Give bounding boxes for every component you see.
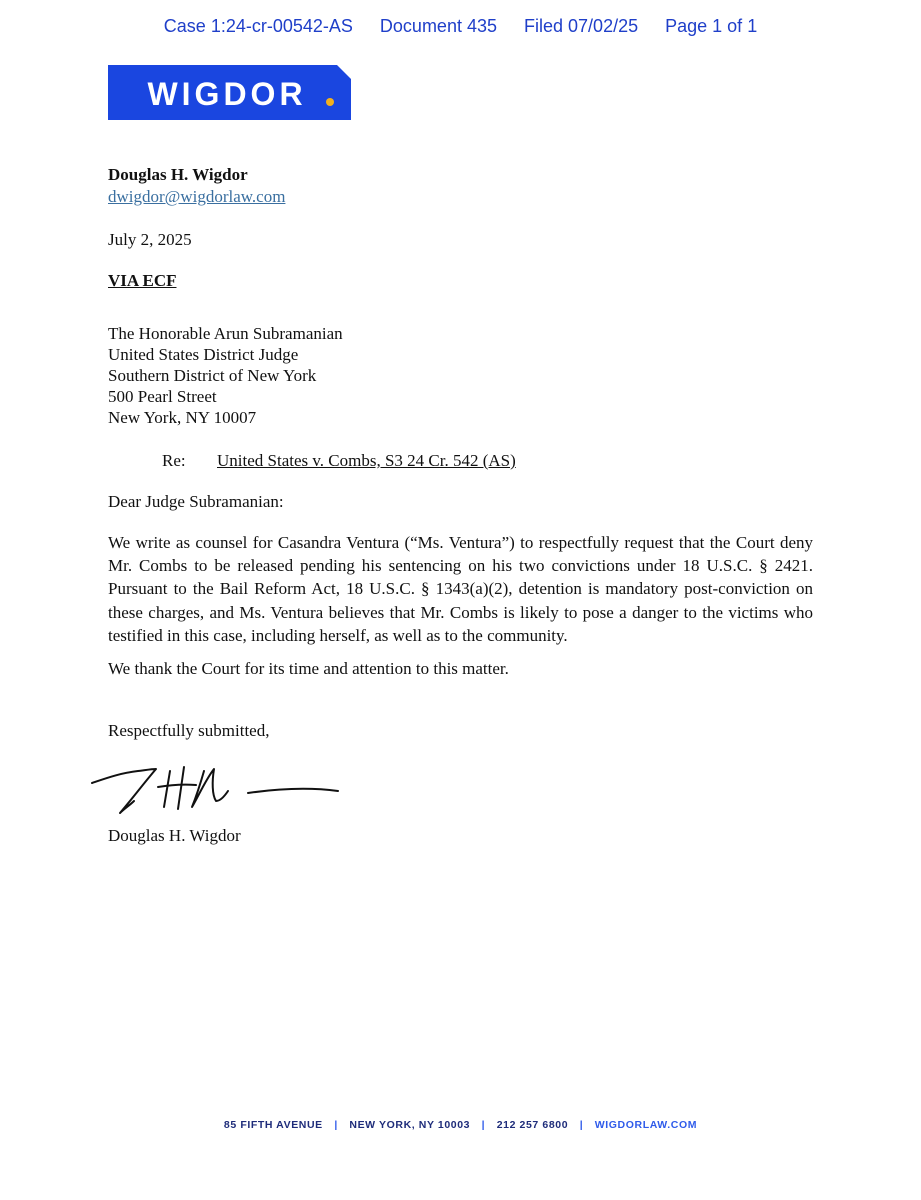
closing: Respectfully submitted, [108,721,270,740]
footer-separator: | [481,1119,486,1131]
page-count: Page 1 of 1 [665,16,758,36]
addressee-line: New York, NY 10007 [108,408,257,427]
letterhead-footer [0,1119,921,1131]
signatory-name: Douglas H. Wigdor [108,826,241,845]
wigdor-logo [108,65,351,120]
footer-city: NEW YORK, NY 10003 [349,1119,471,1131]
body-paragraph: We thank the Court for its time and attention to this matter. [108,659,509,678]
logo-dot [326,98,334,106]
logo-text: WIGDOR [147,76,307,112]
addressee-line: United States District Judge [108,345,299,364]
addressee-line: Southern District of New York [108,366,317,385]
sender-name: Douglas H. Wigdor [108,165,248,184]
addressee-line: The Honorable Arun Subramanian [108,324,343,343]
body-paragraph: We write as counsel for Casandra Ventura (“Ms. Ventura”) to respectfully request that the Court deny Mr. Combs to be released pending his sentencing on his two convictions under 18 U.S.C. § 2421. Pursuant to the Bail Reform Act, 18 U.S.C. § 1343(a)(2), detention is mandatory post-conviction on these charges, and Ms. Ventura believes that Mr. Combs is likely to pose a danger to the victims who testified in this case, including herself, as well as to the community. [108,533,813,645]
footer-address: 85 FIFTH AVENUE [223,1119,323,1131]
document-number: Document 435 [379,16,497,36]
handwritten-signature [86,757,346,825]
footer-phone: 212 257 6800 [496,1119,569,1131]
letter-date: July 2, 2025 [108,230,192,249]
delivery-method: VIA ECF [108,271,177,290]
footer-separator: | [579,1119,584,1131]
re-label: Re: [162,451,186,470]
case-number: Case 1:24-cr-00542-AS [163,16,353,36]
case-filing-header [0,16,921,37]
sender-email-link[interactable]: dwigdor@wigdorlaw.com [108,187,286,206]
salutation: Dear Judge Subramanian: [108,492,284,511]
footer-separator: | [334,1119,338,1131]
addressee-line: 500 Pearl Street [108,387,217,406]
re-case-title: United States v. Combs, S3 24 Cr. 542 (AS) [217,451,516,470]
filed-date: Filed 07/02/25 [524,16,639,36]
footer-website-link[interactable]: WIGDORLAW.COM [594,1119,698,1131]
